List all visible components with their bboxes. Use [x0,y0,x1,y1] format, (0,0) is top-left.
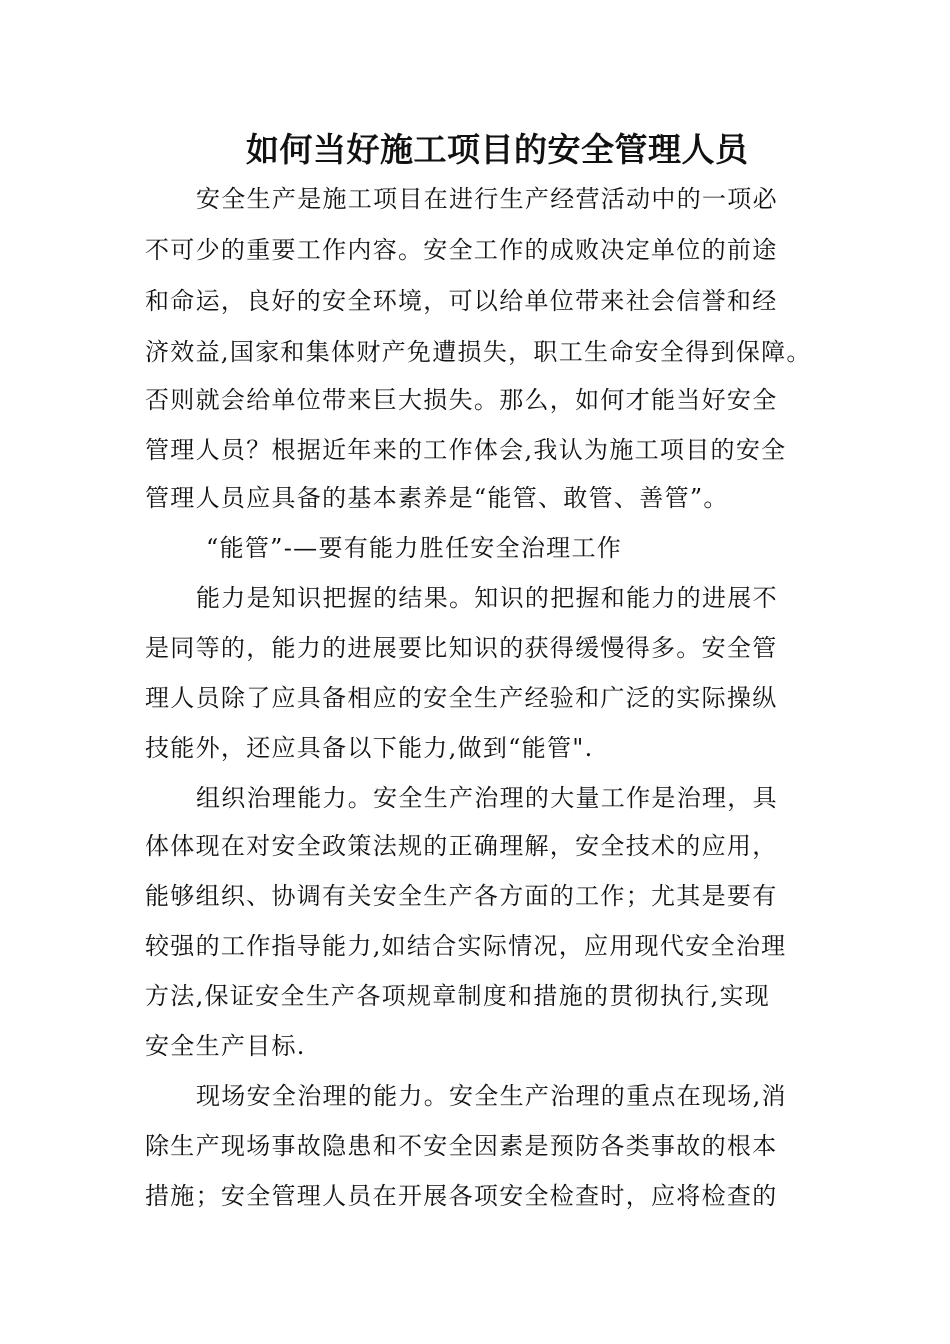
paragraph-line: 方法,保证安全生产各项规章制度和措施的贯彻执行,实现 [145,982,771,1010]
paragraph-line: 济效益,国家和集体财产免遭损失，职工生命安全得到保障。 [145,338,812,366]
paragraph-line: 除生产现场事故隐患和不安全因素是预防各类事故的根本 [145,1132,778,1160]
paragraph-line: 管理人员？根据近年来的工作体会,我认为施工项目的安全 [145,436,787,464]
paragraph-line: 现场安全治理的能力。安全生产治理的重点在现场,消 [196,1082,787,1110]
paragraph-line: 理人员除了应具备相应的安全生产经验和广泛的实际操纵 [145,684,778,712]
section-heading: “能管”-—要有能力胜任安全治理工作 [206,534,623,562]
paragraph-line: 能力是知识把握的结果。知识的把握和能力的进展不 [196,584,778,612]
paragraph-line: 能够组织、协调有关安全生产各方面的工作；尤其是要有 [145,882,778,910]
paragraph-line: 和命运，良好的安全环境，可以给单位带来社会信誉和经 [145,287,778,315]
paragraph-line: 安全生产目标. [145,1032,306,1060]
paragraph-line: 安全生产是施工项目在进行生产经营活动中的一项必 [196,185,778,213]
paragraph-line: 不可少的重要工作内容。安全工作的成败决定单位的前途 [145,236,778,264]
paragraph-line: 是同等的，能力的进展要比知识的获得缓慢得多。安全管 [145,634,778,662]
paragraph-line: 组织治理能力。安全生产治理的大量工作是治理，具 [196,784,778,812]
paragraph-line: 体体现在对安全政策法规的正确理解，安全技术的应用， [145,832,778,860]
paragraph-line: 较强的工作指导能力,如结合实际情况，应用现代安全治理 [145,932,787,960]
paragraph-line: 否则就会给单位带来巨大损失。那么，如何才能当好安全 [145,386,778,414]
paragraph-line: 措施；安全管理人员在开展各项安全检查时，应将检查的 [145,1182,778,1210]
paragraph-line: 管理人员应具备的基本素养是“能管、敢管、善管”。 [145,484,729,512]
paragraph-line: 技能外，还应具备以下能力,做到“能管". [145,734,594,762]
document-title: 如何当好施工项目的安全管理人员 [246,130,749,169]
